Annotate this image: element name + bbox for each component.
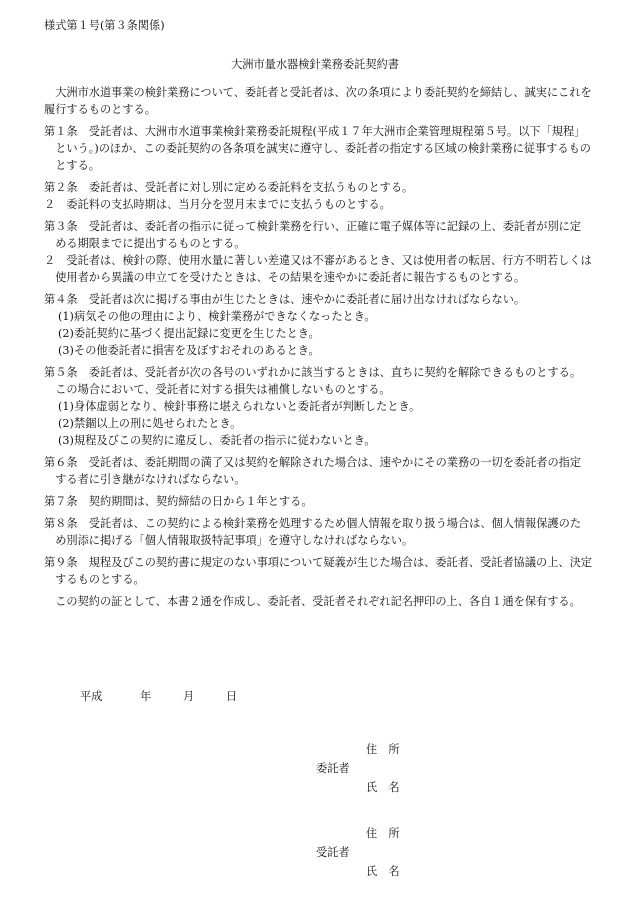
list-item	[44, 325, 592, 342]
form-number: 様式第１号(第３条関係)	[44, 19, 165, 32]
article-5	[44, 364, 592, 449]
address-label: 住 所	[366, 827, 400, 840]
party-role: 委託者	[316, 762, 350, 775]
item-number: (1)	[58, 400, 74, 413]
article-paragraph: 第４条 受託者は次に掲げる事由が生じたときは、速やかに委託者に届け出なければならない。	[44, 293, 526, 306]
article-4	[44, 291, 592, 359]
item-number: (3)	[58, 434, 74, 447]
article-9	[44, 554, 592, 588]
list-item	[44, 432, 592, 449]
item-text: 身体虚弱となり、検針事務に堪えられないと委託者が判断したとき。	[74, 400, 421, 413]
date-day: 日	[226, 690, 238, 703]
article-paragraph: 第９条 規程及びこの契約書に規定のない事項について疑義が生じた場合は、委託者、受託者協議の上、決定するものとする。	[44, 556, 592, 586]
date-month: 月	[183, 690, 195, 703]
item-text: 禁錮以上の刑に処せられたとき。	[74, 417, 242, 430]
article-subparagraph: ２ 委託料の支払時期は、当月分を翌月末までに支払うものとする。	[44, 198, 391, 211]
item-text: 規程及びこの契約に違反し、委託者の指示に従わないとき。	[74, 434, 376, 447]
item-number: (2)	[58, 327, 74, 340]
article-8	[44, 515, 592, 549]
preamble: 大洲市水道事業の検針業務について、委託者と受託者は、次の条項により委託契約を締結し、誠実にこれを履行するものとする。	[44, 86, 592, 116]
article-subparagraph: ２ 受託者は、検針の際、使用水量に著しい差違又は不審があるとき、又は使用者の転居、行方不明若しくは使用者から異議の申立てを受けたときは、その結果を速やかに委託者に報告するものとする。	[44, 254, 592, 284]
item-text: 病気その他の理由により、検針業務ができなくなったとき。	[74, 310, 376, 323]
item-text: 委託契約に基づく提出記録に変更を生じたとき。	[74, 327, 320, 340]
article-paragraph: 第７条 契約期間は、契約締結の日から１年とする。	[44, 495, 313, 508]
article-4-items	[44, 308, 592, 359]
article-3	[44, 218, 592, 286]
article-paragraph: 第３条 受託者は、委託者の指示に従って検針業務を行い、正確に電子媒体等に記録の上、委託者が別に定める期限までに提出するものとする。	[44, 220, 582, 250]
contract-body	[44, 84, 592, 610]
item-number: (3)	[58, 344, 74, 357]
item-number: (1)	[58, 310, 74, 323]
article-7	[44, 493, 592, 510]
article-6	[44, 454, 592, 488]
list-item	[44, 415, 592, 432]
article-2	[44, 179, 592, 213]
article-paragraph: 第８条 受託者は、この契約による検針業務を処理するため個人情報を取り扱う場合は、個人情報保護のため別添に掲げる「個人情報取扱特記事項」を遵守しなければならない。	[44, 517, 582, 547]
item-number: (2)	[58, 417, 74, 430]
date-year: 年	[140, 690, 152, 703]
name-label: 氏 名	[366, 865, 400, 878]
item-text: その他委託者に損害を及ぼすおそれのあるとき。	[74, 344, 320, 357]
article-paragraph: 第５条 委託者は、受託者が次の各号のいずれかに該当するときは、直ちに契約を解除できるものとする。この場合において、受託者に対する損失は補償しないものとする。	[44, 366, 582, 396]
list-item	[44, 398, 592, 415]
party-role: 受託者	[316, 846, 350, 859]
date-era: 平成	[80, 690, 103, 703]
name-label: 氏 名	[366, 781, 400, 794]
address-label: 住 所	[366, 743, 400, 756]
closing-statement: この契約の証として、本書２通を作成し、委託者、受託者それぞれ記名押印の上、各自１通を保有する。	[55, 595, 581, 608]
article-1	[44, 123, 592, 174]
article-5-items	[44, 398, 592, 449]
list-item	[44, 342, 592, 359]
document-title: 大洲市量水器検針業務委託契約書	[231, 58, 399, 71]
article-paragraph: 第６条 受託者は、委託期間の満了又は契約を解除された場合は、速やかにその業務の一切を委託者の指定する者に引き継がなければならない。	[44, 456, 582, 486]
list-item	[44, 308, 592, 325]
article-paragraph: 第２条 委託者は、受託者に対し別に定める委託料を支払うものとする。	[44, 181, 414, 194]
article-paragraph: 第１条 受託者は、大洲市水道事業検針業務委託規程(平成１７年大洲市企業管理規程第５号。以下「規程」という。)のほか、この委託契約の各条項を誠実に遵守し、委託者の指定する区域の検針業務に従事するものとする。	[44, 125, 591, 172]
